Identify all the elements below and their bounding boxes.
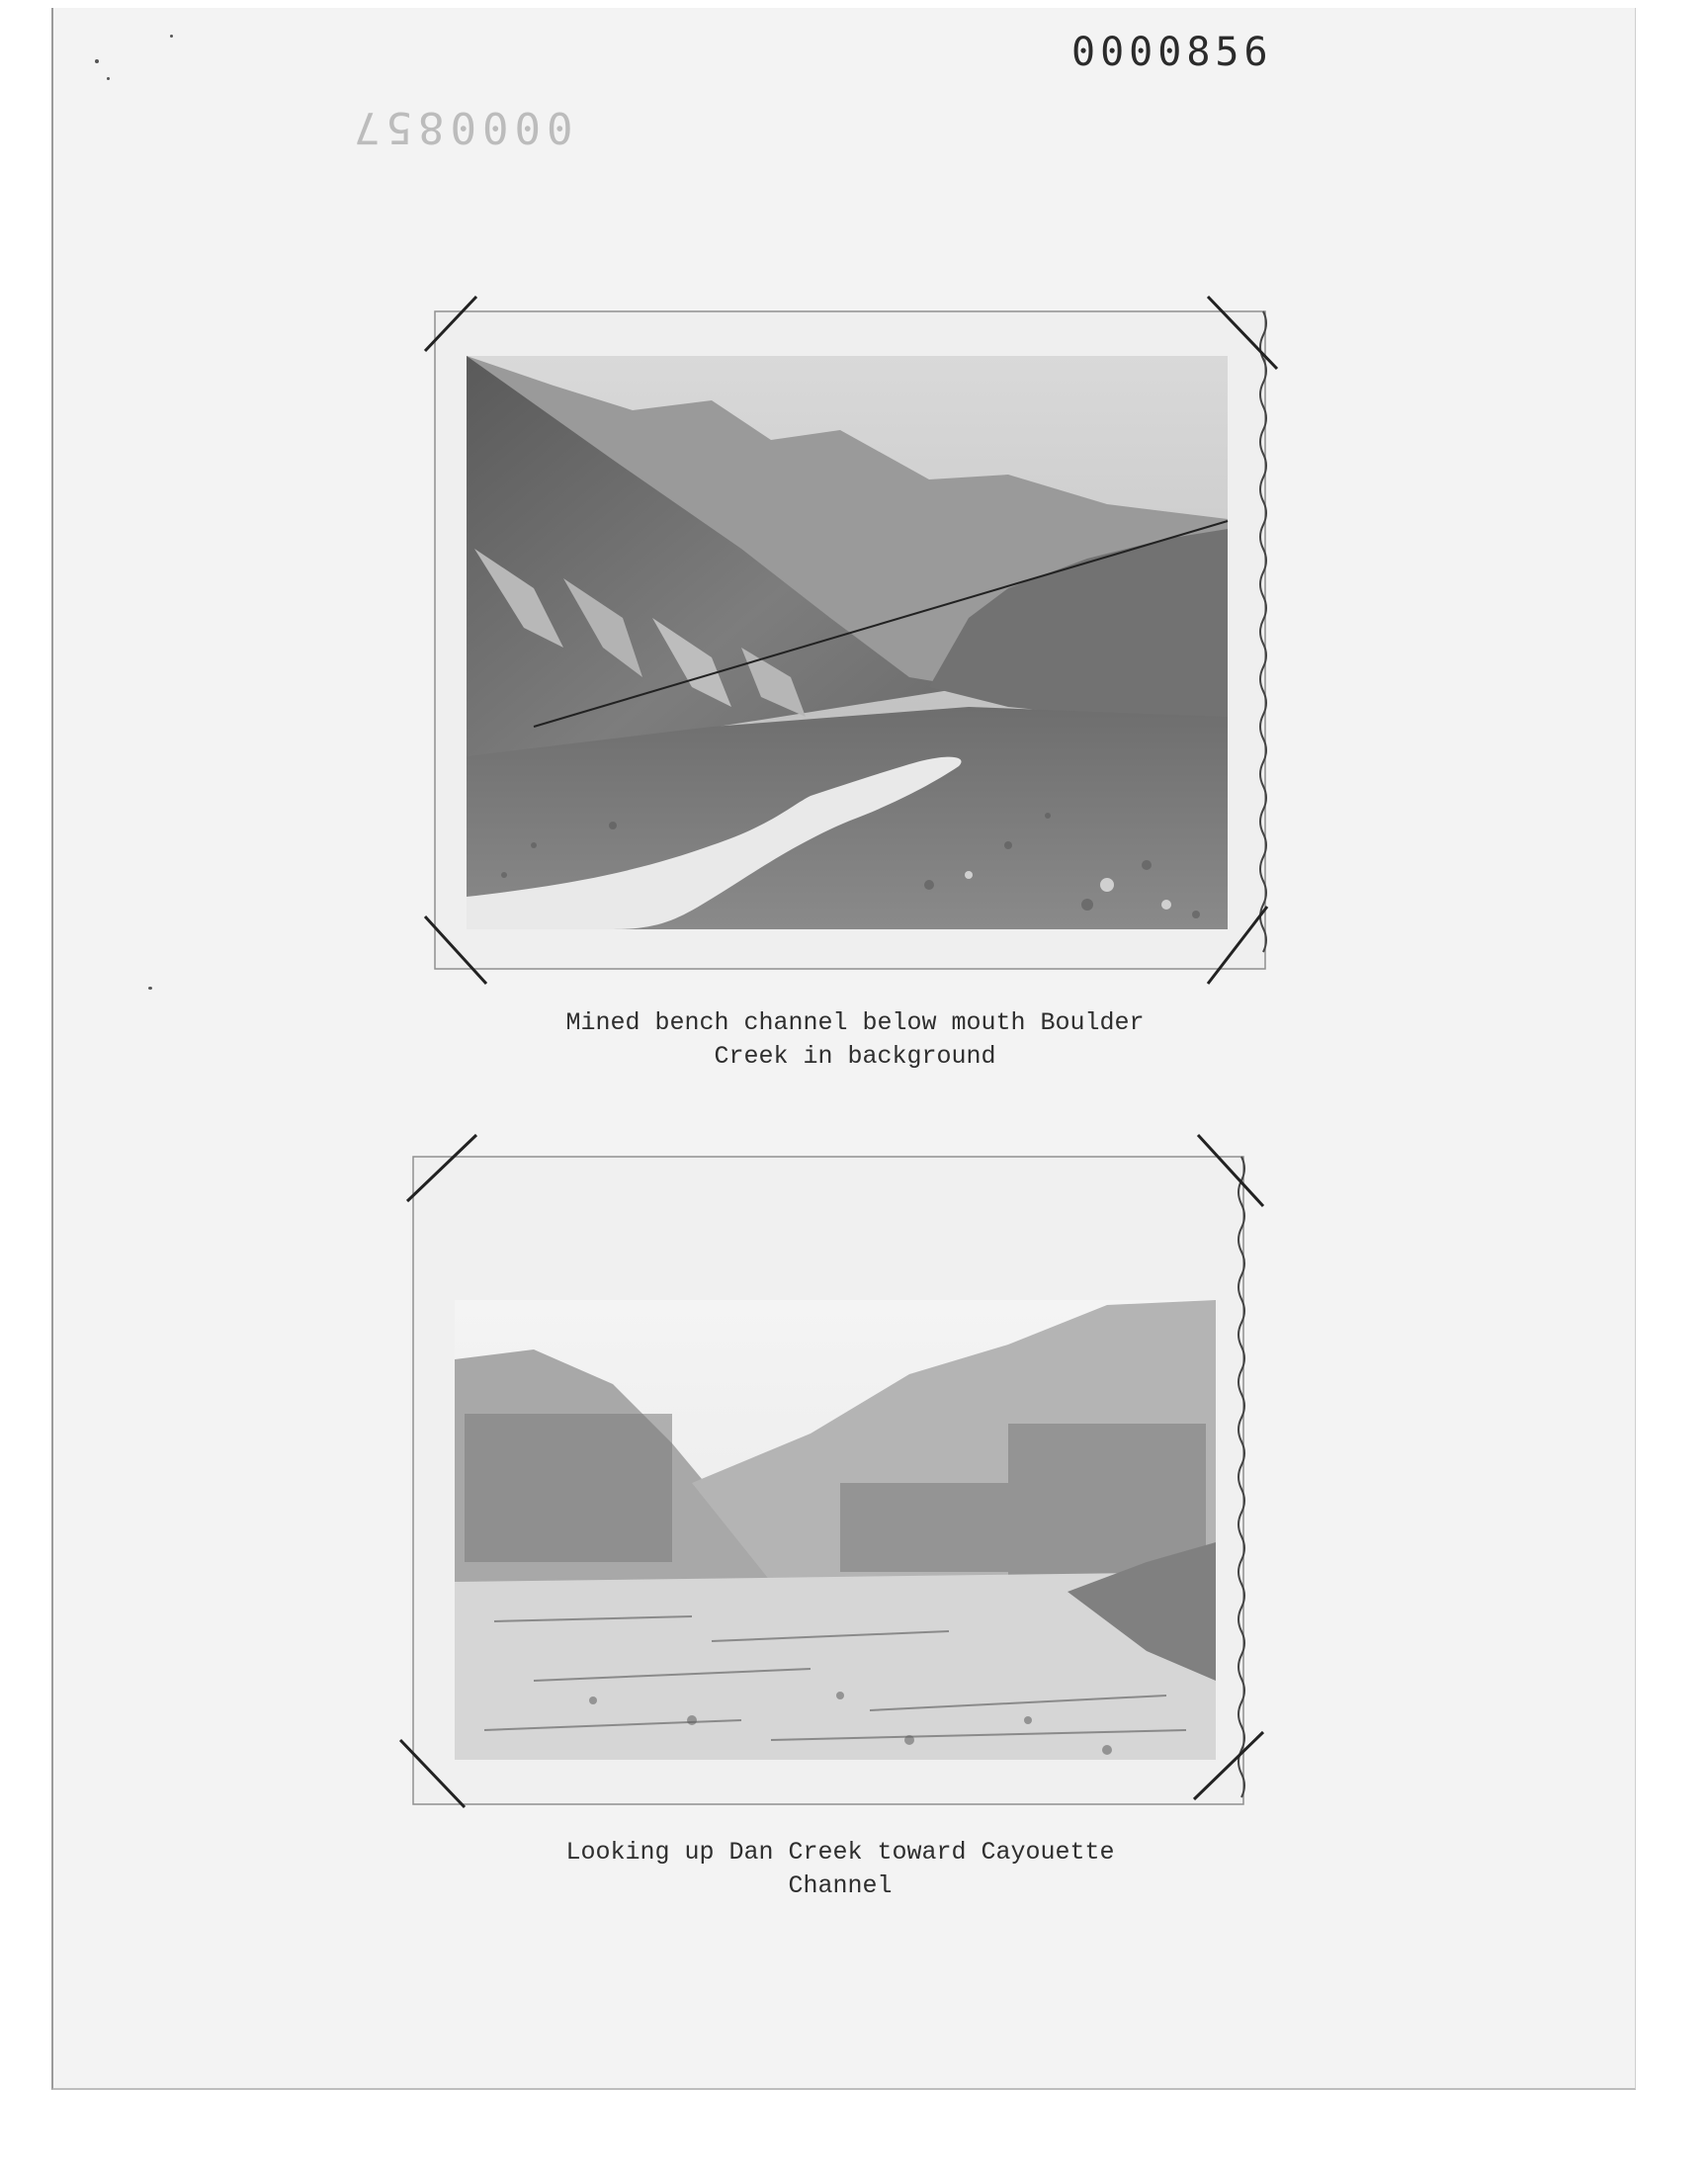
- scan-speck: [148, 987, 152, 990]
- photo-mined-bench-channel-image: [415, 292, 1285, 994]
- scan-speck: [95, 59, 99, 63]
- caption-line: Channel: [788, 1871, 893, 1900]
- photo-mined-bench-channel: [415, 292, 1285, 994]
- scan-speck: [107, 77, 110, 80]
- caption-line: Creek in background: [714, 1042, 996, 1071]
- photo-caption: [465, 1006, 1245, 1074]
- photo-caption: [450, 1836, 1231, 1903]
- bleed-through-page-number: 0000857: [348, 102, 573, 152]
- page-number: 0000856: [1071, 30, 1273, 75]
- caption-line: Mined bench channel below mouth Boulder: [565, 1008, 1145, 1037]
- photo-dan-creek-image: [395, 1127, 1275, 1819]
- caption-line: Looking up Dan Creek toward Cayouette: [565, 1838, 1115, 1867]
- scan-speck: [170, 35, 173, 38]
- photo-dan-creek: [395, 1127, 1275, 1819]
